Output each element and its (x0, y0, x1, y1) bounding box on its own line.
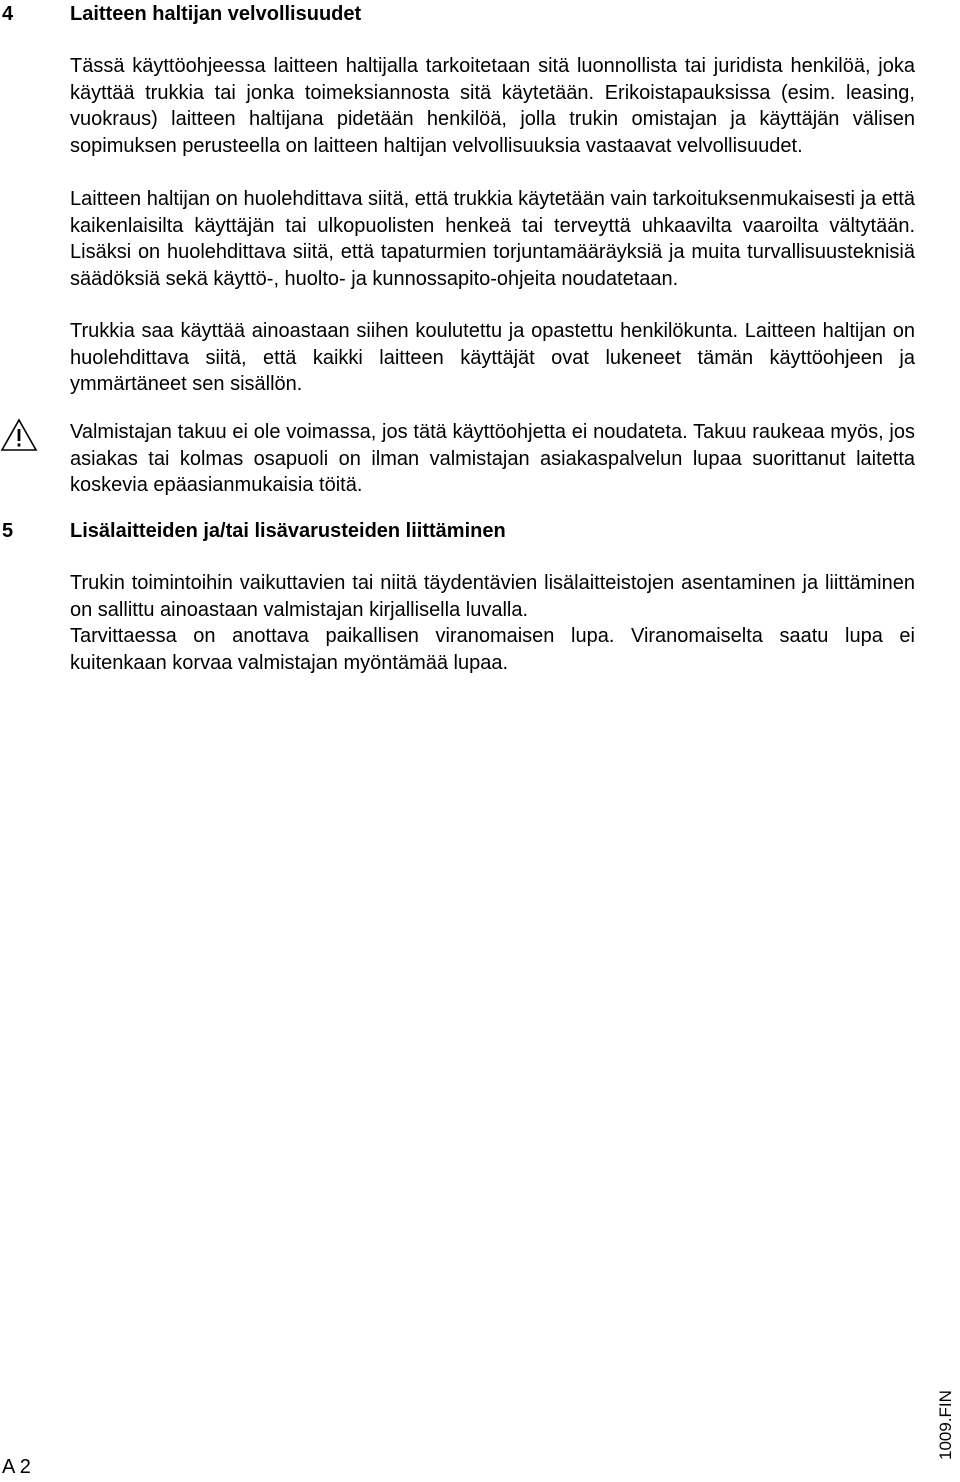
section-5-paragraph-1: Trukin toimintoihin vaikuttavien tai niitä täydentävien lisälaitteistojen asentaminen ja liittäminen on sallittu ainoastaan valmistajan kirjallisella luvalla. (70, 572, 915, 621)
section-4-paragraph-2: Laitteen haltijan on huolehdittava siitä, että trukkia käytetään vain tarkoituksenmukaisesti ja että kaikenlaisilta käyttäjän tai ulkopuolisten henkeä tai terveyttä uhkaavilta vaaroilta vältytään. Lisäksi on huolehdittava siitä, että tapaturmien torjuntamääräyksiä ja muita turvallisuusteknisiä säädöksiä sekä käyttö-, huolto- ja kunnossapito-ohjeita noudatetaan. (70, 188, 915, 290)
section-5-title: Lisälaitteiden ja/tai lisävarusteiden liittäminen (70, 520, 506, 542)
page-number: A 2 (2, 1456, 31, 1478)
section-4-paragraph-1: Tässä käyttöohjeessa laitteen haltijalla tarkoitetaan sitä luonnollista tai juridista henkilöä, joka käyttää trukkia tai jonka toimeksiannosta sitä käytetään. Erikoistapauksissa (esim. leasing, vuokraus) laitteen haltijana pidetään henkilöä, jolla trukin omistajan ja käyttäjän välisen sopimuksen perusteella on laitteen haltijan velvollisuuksia vastaavat velvollisuudet. (70, 55, 915, 157)
section-4-number: 4 (2, 3, 14, 25)
warranty-warning-text: Valmistajan takuu ei ole voimassa, jos tätä käyttöohjetta ei noudateta. Takuu raukeaa myös, jos asiakas tai kolmas osapuoli on ilman valmistajan asiakaspalvelun lupaa suorittanut laitetta koskevia epäasianmukaisia töitä. (70, 421, 915, 496)
section-5-number: 5 (2, 520, 14, 542)
section-5-paragraph-2: Tarvittaessa on anottava paikallisen viranomaisen lupa. Viranomaiselta saatu lupa ei kuitenkaan korvaa valmistajan myöntämää lupaa. (70, 625, 915, 674)
document-code: 1009.FIN (936, 1390, 955, 1460)
warning-triangle-icon (0, 418, 38, 452)
section-4-paragraph-3: Trukkia saa käyttää ainoastaan siihen koulutettu ja opastettu henkilökunta. Laitteen haltijan on huolehdittava siitä, että kaikki laitteen käyttäjät ovat lukeneet tämän käyttöohjeen ja ymmärtäneet sen sisällön. (70, 320, 915, 395)
section-4-title: Laitteen haltijan velvollisuudet (70, 3, 362, 25)
